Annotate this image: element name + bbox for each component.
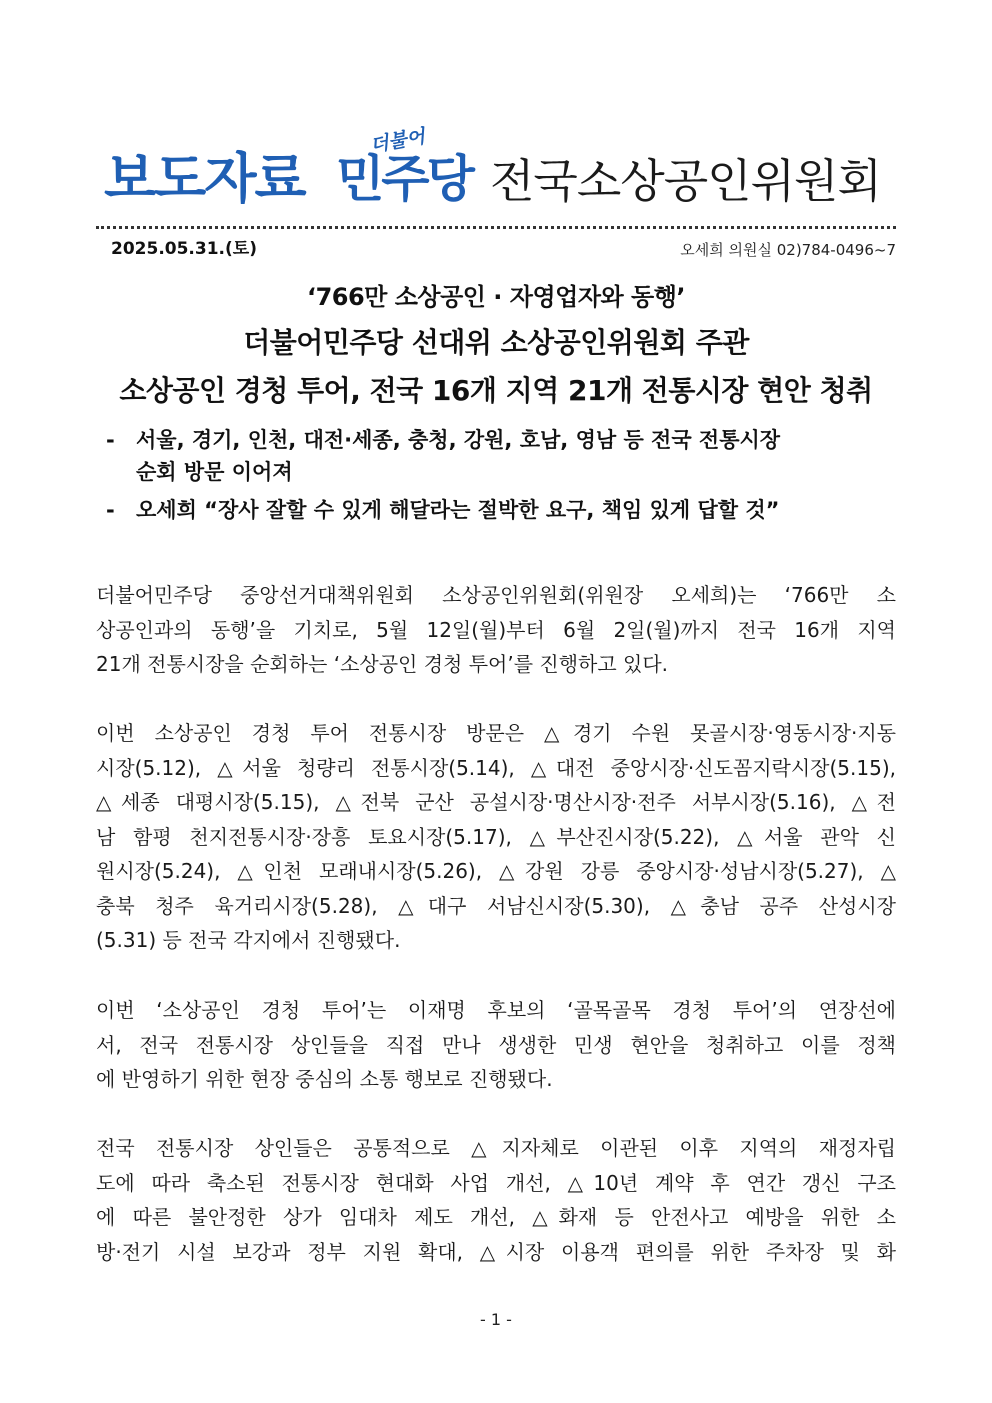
paragraph-line: 충북 청주 육거리시장(5.28), △대구 서남신시장(5.30), △충남 공주 산성시장 bbox=[96, 893, 896, 918]
paragraph-line: (5.31) 등 전국 각지에서 진행됐다. bbox=[96, 928, 401, 952]
header-divider bbox=[96, 226, 896, 229]
party-logo bbox=[336, 125, 486, 220]
paragraph-line: 에 반영하기 위한 현장 중심의 소통 행보로 진행됐다. bbox=[96, 1067, 553, 1091]
headline-slogan: ‘766만 소상공인 · 자영업자와 동행’ bbox=[306, 283, 686, 311]
paragraph-line: 이번 ‘소상공인 경청 투어’는 이재명 후보의 ‘골목골목 경청 투어’의 연장선에 bbox=[96, 998, 896, 1022]
body-paragraph-2 bbox=[96, 716, 896, 958]
contact-info: 오세희 의원실 02)784-0496~7 bbox=[680, 241, 896, 259]
paragraph-line: 전국 전통시장 상인들은 공통적으로 △지자체로 이관된 이후 지역의 재정자립 bbox=[96, 1136, 896, 1160]
paragraph-line: 서, 전국 전통시장 상인들을 직접 만나 생생한 민생 현안을 청취하고 이를 정책 bbox=[96, 1032, 896, 1057]
header-banner bbox=[104, 125, 894, 222]
subhead-text: 서울, 경기, 인천, 대전·세종, 충청, 강원, 호남, 영남 등 전국 전통시장 bbox=[136, 428, 781, 452]
paragraph-line: 원시장(5.24), △인천 모래내시장(5.26), △강원 강릉 중앙시장·성남시장(5.27), △ bbox=[96, 859, 896, 883]
paragraph-line: 에 따른 불안정한 상가 임대차 제도 개선, △화재 등 안전사고 예방을 위한 소 bbox=[96, 1205, 896, 1229]
paragraph-line: 남 함평 천지전통시장·장흥 토요시장(5.17), △부산진시장(5.22), △서울 관악 신 bbox=[96, 824, 896, 849]
subhead-text-continued: 순회 방문 이어져 bbox=[136, 460, 293, 484]
subhead-text: 오세희 “장사 잘할 수 있게 해달라는 절박한 요구, 책임 있게 답할 것” bbox=[136, 498, 780, 522]
paragraph-line: 도에 따라 축소된 전통시장 현대화 사업 개선, △10년 계약 후 연간 갱신 구조 bbox=[96, 1170, 896, 1195]
paragraph-line: 상공인과의 동행’을 기치로, 5월 12일(월)부터 6월 2일(월)까지 전국 16개 지역 bbox=[96, 617, 896, 642]
paragraph-line: 방·전기 시설 보강과 정부 지원 확대, △시장 이용객 편의를 위한 주차장 및 화 bbox=[96, 1239, 896, 1264]
body-paragraph-1 bbox=[96, 578, 896, 682]
subhead-dash: - bbox=[106, 498, 115, 522]
paragraph-line: 이번 소상공인 경청 투어 전통시장 방문은 △경기 수원 못골시장·영동시장·지동 bbox=[96, 721, 896, 745]
party-logo-small-text: 더불어 bbox=[368, 125, 427, 157]
paragraph-line: 시장(5.12), △서울 청량리 전통시장(5.14), △대전 중앙시장·신도꼼지락시장(5.15), bbox=[96, 755, 896, 780]
page-number: - 1 - bbox=[480, 1310, 512, 1329]
paragraph-line: 더불어민주당 중앙선거대책위원회 소상공인위원회(위원장 오세희)는 ‘766만 소 bbox=[96, 583, 896, 607]
subhead-regions bbox=[106, 424, 896, 488]
subhead-dash: - bbox=[106, 428, 115, 452]
paragraph-line: 21개 전통시장을 순회하는 ‘소상공인 경청 투어’를 진행하고 있다. bbox=[96, 652, 669, 676]
subhead-quote bbox=[106, 494, 896, 526]
committee-name: 전국소상공인위원회 bbox=[490, 154, 881, 208]
body-paragraph-4 bbox=[96, 1131, 896, 1269]
party-logo-name: 민주당 bbox=[336, 150, 472, 208]
paragraph-line: △세종 대평시장(5.15), △전북 군산 공설시장·명산시장·전주 서부시장(5.16), △전 bbox=[96, 790, 896, 814]
headline-main: 더불어민주당 선대위 소상공인위원회 주관 bbox=[243, 326, 749, 359]
headline-sub: 소상공인 경청 투어, 전국 16개 지역 21개 전통시장 현안 청취 bbox=[119, 374, 873, 407]
release-date: 2025.05.31.(토) bbox=[111, 239, 257, 259]
body-paragraph-3 bbox=[96, 993, 896, 1097]
press-release-label: 보도자료 bbox=[104, 147, 305, 210]
